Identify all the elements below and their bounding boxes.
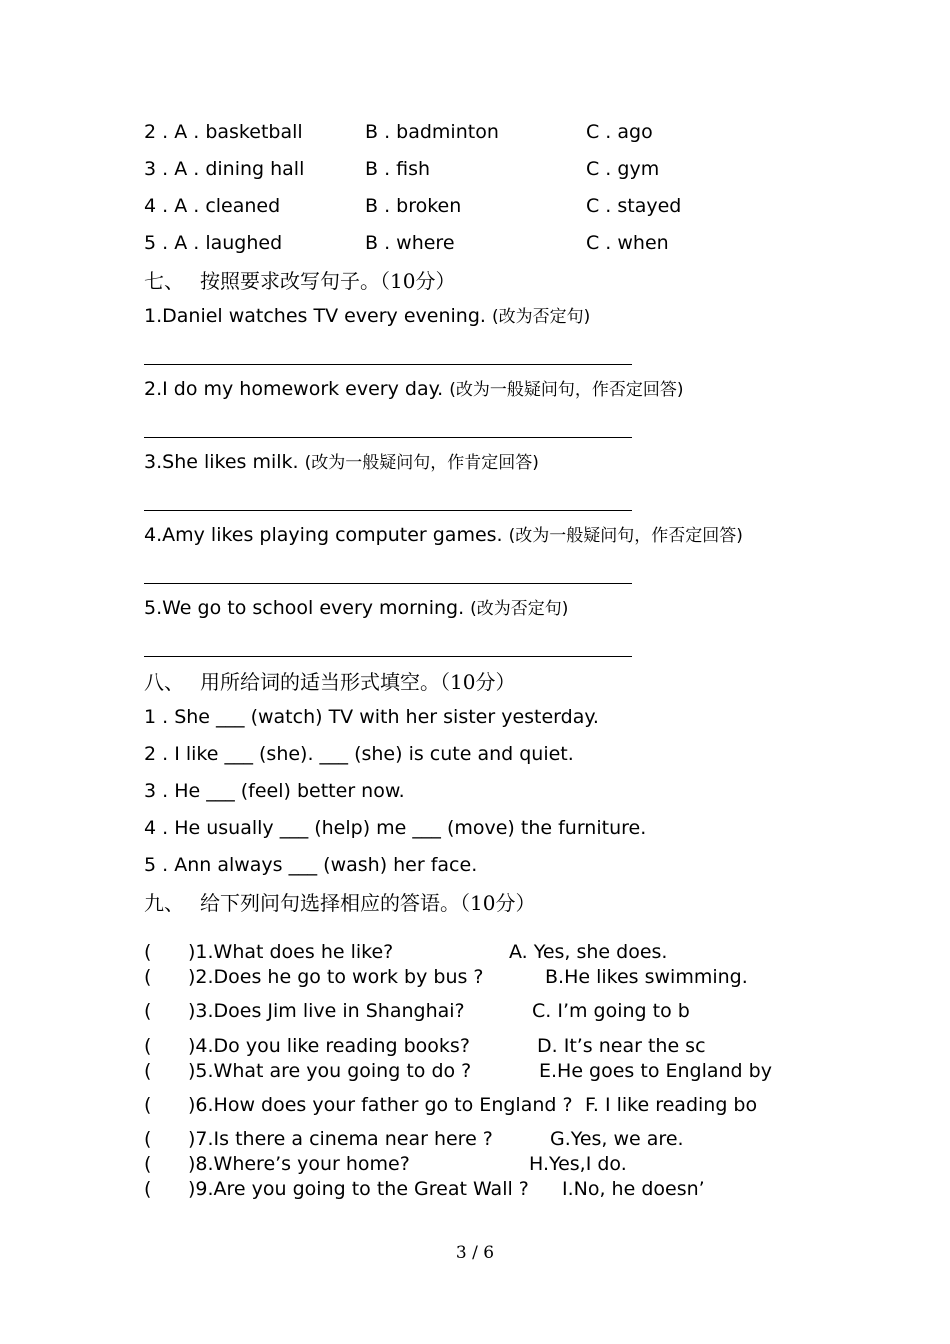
rewrite-item (144, 375, 683, 404)
matching-question: )1.What does he like? (188, 941, 394, 963)
fill-in-item: 4 . He usually ___ (help) me ___ (move) the furniture. (144, 817, 647, 839)
matching-answer: F. I like reading bo (585, 1094, 758, 1116)
matching-answer: C. I’m going to b (532, 1000, 690, 1022)
section-title: 用所给词的适当形式填空。（10分） (200, 670, 516, 694)
rewrite-sentence: 5.We go to school every morning. (144, 597, 465, 619)
answer-blank[interactable]: ( (144, 1035, 152, 1057)
choice-row (0, 155, 950, 183)
answer-line[interactable] (144, 656, 632, 657)
rewrite-sentence: 4.Amy likes playing computer games. (144, 524, 503, 546)
rewrite-item (144, 448, 539, 477)
answer-blank[interactable]: ( (144, 966, 152, 988)
matching-row (0, 1150, 950, 1178)
matching-question: )8.Where’s your home? (188, 1153, 410, 1175)
answer-blank[interactable]: ( (144, 1094, 152, 1116)
rewrite-instruction: (改为一般疑问句，作否定回答) (449, 380, 684, 400)
matching-question: )5.What are you going to do ? (188, 1060, 472, 1082)
matching-row (0, 1032, 950, 1060)
matching-question: )3.Does Jim live in Shanghai? (188, 1000, 465, 1022)
matching-row (0, 1125, 950, 1153)
fill-in-item: 5 . Ann always ___ (wash) her face. (144, 854, 478, 876)
rewrite-sentence: 2.I do my homework every day. (144, 378, 444, 400)
option-c: C . ago (586, 121, 653, 143)
option-a: 2 . A . basketball (144, 121, 303, 143)
rewrite-sentence: 1.Daniel watches TV every evening. (144, 305, 486, 327)
option-c: C . stayed (586, 195, 682, 217)
rewrite-instruction: (改为否定句) (491, 307, 591, 327)
option-a: 3 . A . dining hall (144, 158, 305, 180)
answer-line[interactable] (144, 583, 632, 584)
choice-row (0, 192, 950, 220)
section-number: 八、 (144, 670, 184, 694)
answer-blank[interactable]: ( (144, 1060, 152, 1082)
option-a: 5 . A . laughed (144, 232, 283, 254)
rewrite-instruction: (改为否定句) (470, 599, 569, 619)
matching-answer: E.He goes to England by (539, 1060, 772, 1082)
matching-row (0, 1057, 950, 1085)
fill-in-item: 2 . I like ___ (she). ___ (she) is cute and quiet. (144, 743, 574, 765)
option-c: C . gym (586, 158, 660, 180)
matching-answer: G.Yes, we are. (550, 1128, 684, 1150)
option-b: B . broken (365, 195, 462, 217)
matching-answer: A. Yes, she does. (509, 941, 668, 963)
answer-line[interactable] (144, 437, 632, 438)
section-7-heading (144, 267, 455, 295)
matching-row (0, 938, 950, 966)
rewrite-instruction: (改为一般疑问句，作否定回答) (508, 526, 743, 546)
answer-blank[interactable]: ( (144, 941, 152, 963)
matching-answer: H.Yes,I do. (529, 1153, 627, 1175)
section-title: 给下列问句选择相应的答语。（10分） (200, 891, 536, 915)
rewrite-instruction: (改为一般疑问句，作肯定回答) (304, 453, 539, 473)
option-c: C . when (586, 232, 669, 254)
matching-row (0, 1175, 950, 1203)
answer-blank[interactable]: ( (144, 1153, 152, 1175)
answer-blank[interactable]: ( (144, 1178, 152, 1200)
choice-row (0, 118, 950, 146)
section-number: 七、 (144, 269, 184, 293)
matching-question: )9.Are you going to the Great Wall ? (188, 1178, 529, 1200)
choice-row (0, 229, 950, 257)
section-title: 按照要求改写句子。（10分） (200, 269, 456, 293)
option-a: 4 . A . cleaned (144, 195, 281, 217)
matching-answer: D. It’s near the sc (537, 1035, 706, 1057)
answer-blank[interactable]: ( (144, 1000, 152, 1022)
matching-question: )6.How does your father go to England ? (188, 1094, 573, 1116)
matching-question: )7.Is there a cinema near here ? (188, 1128, 493, 1150)
answer-line[interactable] (144, 364, 632, 365)
matching-question: )4.Do you like reading books? (188, 1035, 470, 1057)
matching-row (0, 963, 950, 991)
rewrite-item (144, 594, 568, 623)
rewrite-item (144, 302, 590, 331)
rewrite-item (144, 521, 743, 550)
matching-answer: B.He likes swimming. (545, 966, 748, 988)
rewrite-sentence: 3.She likes milk. (144, 451, 299, 473)
fill-in-item: 1 . She ___ (watch) TV with her sister yesterday. (144, 706, 599, 728)
option-b: B . badminton (365, 121, 499, 143)
matching-row (0, 1091, 950, 1119)
matching-answer: I.No, he doesn’ (562, 1178, 705, 1200)
matching-row (0, 997, 950, 1025)
option-b: B . where (365, 232, 455, 254)
answer-blank[interactable]: ( (144, 1128, 152, 1150)
matching-question: )2.Does he go to work by bus ? (188, 966, 484, 988)
section-number: 九、 (144, 891, 184, 915)
option-b: B . fish (365, 158, 431, 180)
section-8-heading (144, 668, 515, 696)
page-number: 3 / 6 (455, 1243, 495, 1263)
fill-in-item: 3 . He ___ (feel) better now. (144, 780, 405, 802)
answer-line[interactable] (144, 510, 632, 511)
section-9-heading (144, 889, 535, 917)
